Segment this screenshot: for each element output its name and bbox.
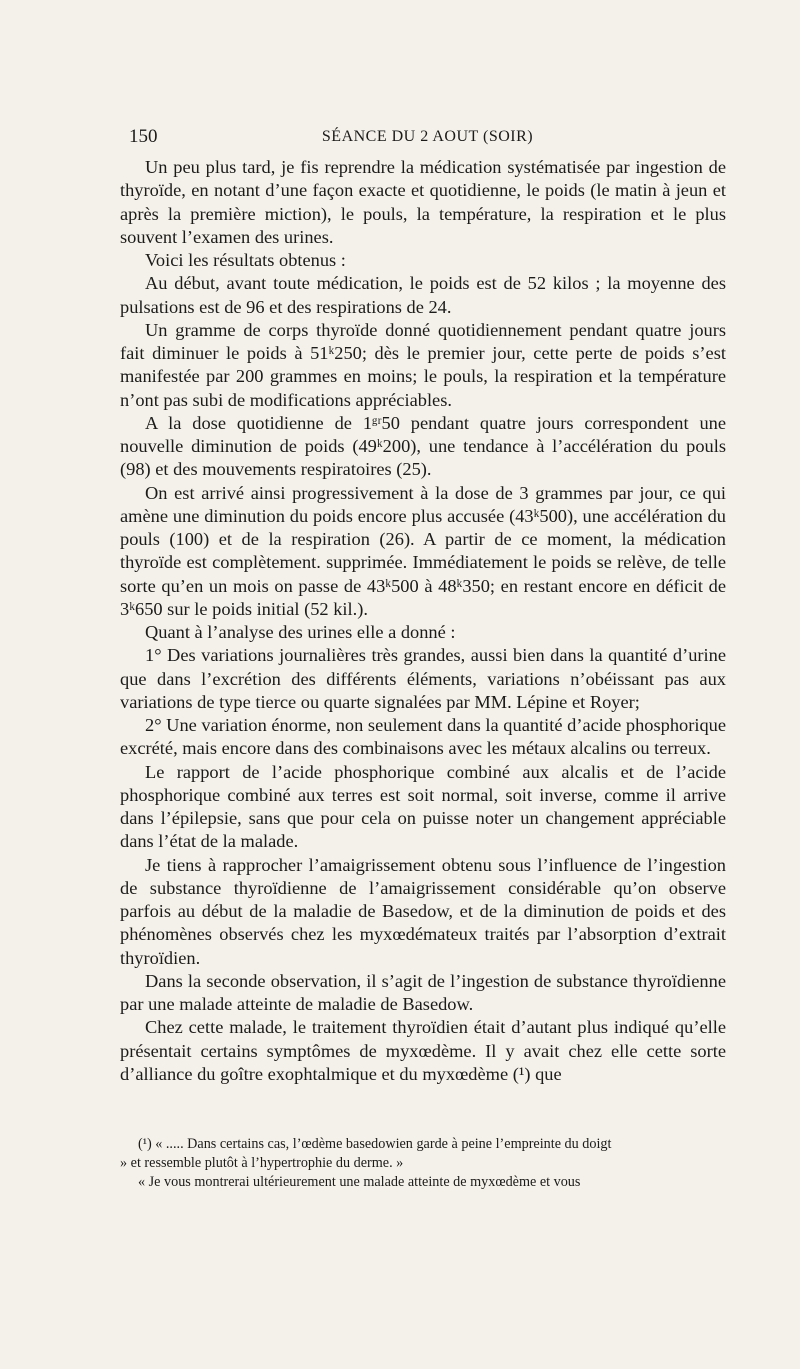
- paragraph: Chez cette malade, le traitement thyroïdien était d’autant plus indiqué qu’elle présentait certains symptômes de myxœdème. Il y avait chez elle cette sorte d’alliance du goître exophtalmique et du myxœdème (¹) que: [120, 1017, 726, 1084]
- paragraph: Au début, avant toute médication, le poids est de 52 kilos ; la moyenne des pulsations est de 96 et des respirations de 24.: [120, 273, 726, 317]
- page-number: 150: [129, 126, 158, 147]
- paragraph: A la dose quotidienne de 1ᵍʳ50 pendant quatre jours correspondent une nouvelle diminution de poids (49ᵏ200), une tendance à l’accélération du pouls (98) et des mouvements respiratoires (25).: [120, 412, 726, 480]
- paragraph: Dans la seconde observation, il s’agit de l’ingestion de substance thyroïdienne par une malade atteinte de maladie de Basedow.: [120, 970, 726, 1014]
- paragraph: Quant à l’analyse des urines elle a donné :: [145, 622, 456, 642]
- paragraph: Voici les résultats obtenus :: [145, 250, 346, 270]
- body-text: [120, 156, 726, 1086]
- footnote: (¹) « ..... Dans certains cas, l’œdème basedowien garde à peine l’empreinte du doigt: [138, 1136, 612, 1152]
- footnotes: [120, 1135, 726, 1192]
- paragraph: Je tiens à rapprocher l’amaigrissement obtenu sous l’influence de l’ingestion de substance thyroïdienne de l’amaigrissement considérable qu’on observe parfois au début de la maladie de Basedow, et de la diminution de poids et des phénomènes observés chez les myxœdémateux traités par l’absorption d’extrait thyroïdien.: [120, 854, 726, 968]
- footnote-continuation: » et ressemble plutôt à l’hypertrophie du derme. »: [120, 1155, 404, 1171]
- paragraph: 2° Une variation énorme, non seulement dans la quantité d’acide phosphorique excrété, mais encore dans des combinaisons avec les métaux alcalins ou terreux.: [120, 715, 726, 759]
- paragraph: On est arrivé ainsi progressivement à la dose de 3 grammes par jour, ce qui amène une diminution du poids encore plus accusée (43ᵏ500), une accélération du pouls (100) et de la respiration (26). A partir de ce moment, la médication thyroïde est complètement. supprimée. Immédiatement le poids se relève, de telle sorte qu’en un mois on passe de 43ᵏ500 à 48ᵏ350; en restant encore en déficit de 3ᵏ650 sur le poids initial (52 kil.).: [120, 482, 726, 619]
- footnote: « Je vous montrerai ultérieurement une malade atteinte de myxœdème et vous: [138, 1174, 581, 1190]
- paragraph: Un peu plus tard, je fis reprendre la médication systématisée par ingestion de thyroïde, en notant d’une façon exacte et quotidienne, le poids (le matin à jeun et après la première miction), le pouls, la température, la respiration et le plus souvent l’examen des urines.: [120, 157, 726, 247]
- paragraph: Un gramme de corps thyroïde donné quotidiennement pendant quatre jours fait diminuer le poids à 51ᵏ250; dès le premier jour, cette perte de poids s’est manifestée par 200 grammes en moins; le pouls, la respiration et la température n’ont pas subi de modifications appréciables.: [120, 319, 726, 410]
- page-header: [129, 126, 726, 152]
- paragraph: 1° Des variations journalières très grandes, aussi bien dans la quantité d’urine que dans l’excrétion des différents éléments, variations n’obéissant pas aux variations de type tierce ou quarte signalées par MM. Lépine et Royer;: [120, 645, 726, 712]
- paragraph: Le rapport de l’acide phosphorique combiné aux alcalis et de l’acide phosphorique combiné aux terres est soit normal, soit inverse, comme il arrive dans l’épilepsie, sans que pour cela on puisse noter un changement appréciable dans l’état de la malade.: [120, 761, 726, 852]
- running-head: SÉANCE DU 2 AOUT (SOIR): [321, 128, 534, 145]
